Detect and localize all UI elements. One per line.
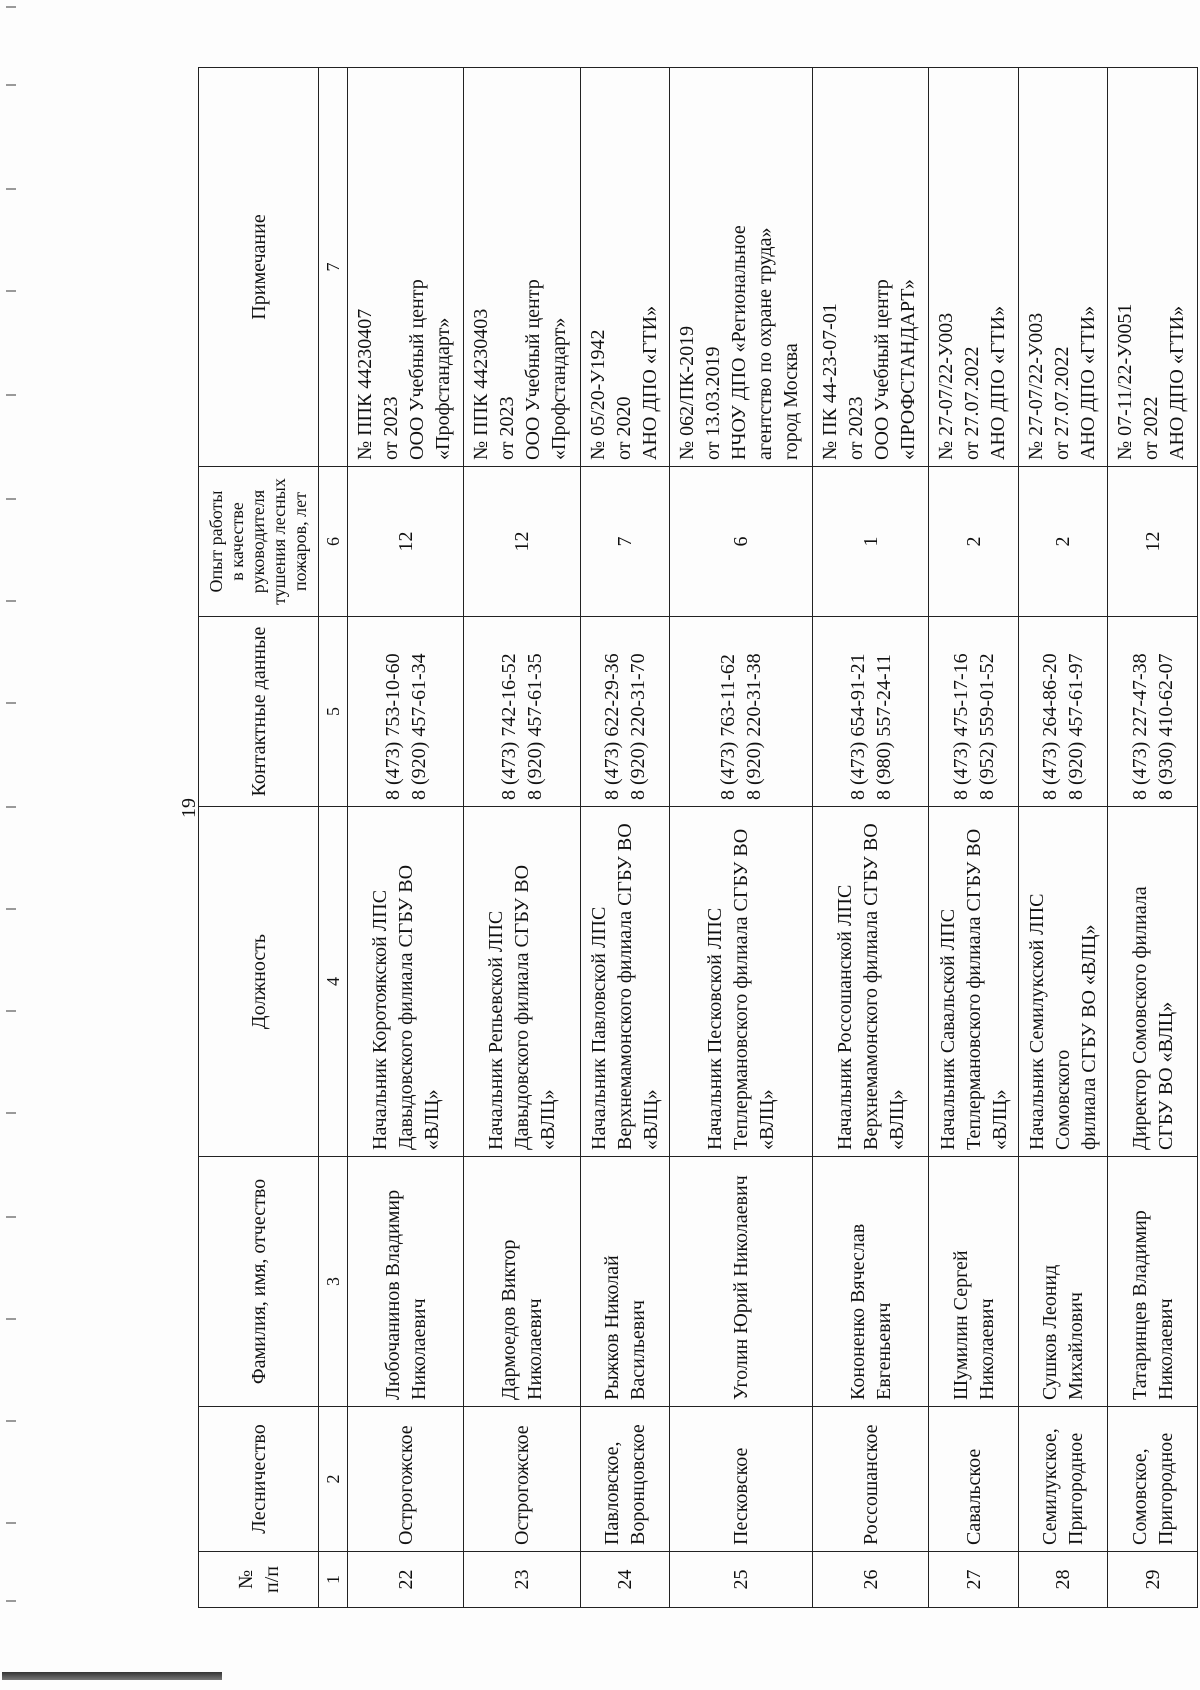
column-index: 2 xyxy=(319,1407,348,1552)
experience-cell: 2 xyxy=(929,467,1019,617)
name-cell: Любочанинов Владимир Николаевич xyxy=(348,1157,464,1407)
position-cell: Начальник Песковской ЛПС Теплермановского филиала СГБУ ВО «ВЛЦ» xyxy=(670,807,813,1157)
name-cell: Татаринцев Владимир Николаевич xyxy=(1108,1157,1198,1407)
column-index: 6 xyxy=(319,467,348,617)
forestry-cell: Россошанское xyxy=(813,1407,929,1552)
contacts-cell: 8 (473) 264-86-20 8 (920) 457-61-97 xyxy=(1018,617,1108,807)
column-index: 4 xyxy=(319,807,348,1157)
table-row xyxy=(813,68,929,1608)
name-cell: Сушков Леонид Михайлович xyxy=(1018,1157,1108,1407)
name-cell: Кононенко Вячеслав Евгеньевич xyxy=(813,1157,929,1407)
table-row xyxy=(464,68,580,1608)
table-row xyxy=(580,68,670,1608)
experience-cell: 6 xyxy=(670,467,813,617)
experience-cell: 12 xyxy=(348,467,464,617)
row-number: 28 xyxy=(1018,1552,1108,1608)
note-cell: № 07-11/22-У0051 от 2022 АНО ДПО «ГТИ» xyxy=(1108,68,1198,467)
header-full-name: Фамилия, имя, отчество xyxy=(199,1157,319,1407)
contacts-cell: 8 (473) 227-47-38 8 (930) 410-62-07 xyxy=(1108,617,1198,807)
header-experience: Опыт работы в качестве руководителя тушения лесных пожаров, лет xyxy=(199,467,319,617)
row-number: 29 xyxy=(1108,1552,1198,1608)
row-number: 22 xyxy=(348,1552,464,1608)
position-cell: Начальник Савальской ЛПС Теплермановского филиала СГБУ ВО «ВЛЦ» xyxy=(929,807,1019,1157)
column-index: 7 xyxy=(319,68,348,467)
row-number: 23 xyxy=(464,1552,580,1608)
experience-cell: 7 xyxy=(580,467,670,617)
forestry-cell: Павловское, Воронцовское xyxy=(580,1407,670,1552)
forestry-cell: Сомовское, Пригородное xyxy=(1108,1407,1198,1552)
header-contacts: Контактные данные xyxy=(199,617,319,807)
table-row xyxy=(348,68,464,1608)
note-cell: № ППК 44230403 от 2023 ООО Учебный центр «Профстандарт» xyxy=(464,68,580,467)
row-number: 26 xyxy=(813,1552,929,1608)
contacts-cell: 8 (473) 622-29-36 8 (920) 220-31-70 xyxy=(580,617,670,807)
forestry-cell: Острогожское xyxy=(464,1407,580,1552)
forestry-staff-table xyxy=(198,67,1198,1608)
header-forestry: Лесничество xyxy=(199,1407,319,1552)
name-cell: Шумилин Сергей Николаевич xyxy=(929,1157,1019,1407)
experience-cell: 2 xyxy=(1018,467,1108,617)
position-cell: Начальник Коротоякской ЛПС Давыдовского филиала СГБУ ВО «ВЛЦ» xyxy=(348,807,464,1157)
note-cell: № ППК 44230407 от 2023 ООО Учебный центр «Профстандарт» xyxy=(348,68,464,467)
forestry-cell: Семилукское, Пригородное xyxy=(1018,1407,1108,1552)
name-cell: Рыжков Николай Васильевич xyxy=(580,1157,670,1407)
forestry-cell: Острогожское xyxy=(348,1407,464,1552)
row-number: 25 xyxy=(670,1552,813,1608)
experience-cell: 12 xyxy=(1108,467,1198,617)
row-number: 24 xyxy=(580,1552,670,1608)
contacts-cell: 8 (473) 753-10-60 8 (920) 457-61-34 xyxy=(348,617,464,807)
row-number: 27 xyxy=(929,1552,1019,1608)
note-cell: № 05/20-У1942 от 2020 АНО ДПО «ГТИ» xyxy=(580,68,670,467)
page-number: 19 xyxy=(178,798,200,818)
experience-cell: 1 xyxy=(813,467,929,617)
name-cell: Уголин Юрий Николаевич xyxy=(670,1157,813,1407)
contacts-cell: 8 (473) 654-91-21 8 (980) 557-24-11 xyxy=(813,617,929,807)
contacts-cell: 8 (473) 475-17-16 8 (952) 559-01-52 xyxy=(929,617,1019,807)
column-index-row xyxy=(319,68,348,1608)
table-row xyxy=(1018,68,1108,1608)
experience-cell: 12 xyxy=(464,467,580,617)
name-cell: Дармоедов Виктор Николаевич xyxy=(464,1157,580,1407)
rotated-table-container xyxy=(198,68,1198,1608)
column-index: 1 xyxy=(319,1552,348,1608)
note-cell: № 062/ПК-2019 от 13.03.2019 НЧОУ ДПО «Региональное агентство по охране труда» город Москва xyxy=(670,68,813,467)
table-header-row xyxy=(199,68,319,1608)
note-cell: № 27-07/22-У003 от 27.07.2022 АНО ДПО «ГТИ» xyxy=(929,68,1019,467)
table-row xyxy=(1108,68,1198,1608)
note-cell: № ПК 44-23-07-01 от 2023 ООО Учебный центр «ПРОФСТАНДАРТ» xyxy=(813,68,929,467)
forestry-cell: Песковское xyxy=(670,1407,813,1552)
position-cell: Начальник Репьевской ЛПС Давыдовского филиала СГБУ ВО «ВЛЦ» xyxy=(464,807,580,1157)
contacts-cell: 8 (473) 763-11-62 8 (920) 220-31-38 xyxy=(670,617,813,807)
position-cell: Начальник Семилукской ЛПС Сомовского филиала СГБУ ВО «ВЛЦ» xyxy=(1018,807,1108,1157)
forestry-cell: Савальское xyxy=(929,1407,1019,1552)
position-cell: Начальник Павловской ЛПС Верхнемамонского филиала СГБУ ВО «ВЛЦ» xyxy=(580,807,670,1157)
table-row xyxy=(929,68,1019,1608)
header-number: № п/п xyxy=(199,1552,319,1608)
position-cell: Начальник Россошанской ЛПС Верхнемамонского филиала СГБУ ВО «ВЛЦ» xyxy=(813,807,929,1157)
column-index: 3 xyxy=(319,1157,348,1407)
column-index: 5 xyxy=(319,617,348,807)
table-row xyxy=(670,68,813,1608)
position-cell: Директор Сомовского филиала СГБУ ВО «ВЛЦ» xyxy=(1108,807,1198,1157)
note-cell: № 27-07/22-У003 от 27.07.2022 АНО ДПО «ГТИ» xyxy=(1018,68,1108,467)
header-position: Должность xyxy=(199,807,319,1157)
header-note: Примечание xyxy=(199,68,319,467)
contacts-cell: 8 (473) 742-16-52 8 (920) 457-61-35 xyxy=(464,617,580,807)
